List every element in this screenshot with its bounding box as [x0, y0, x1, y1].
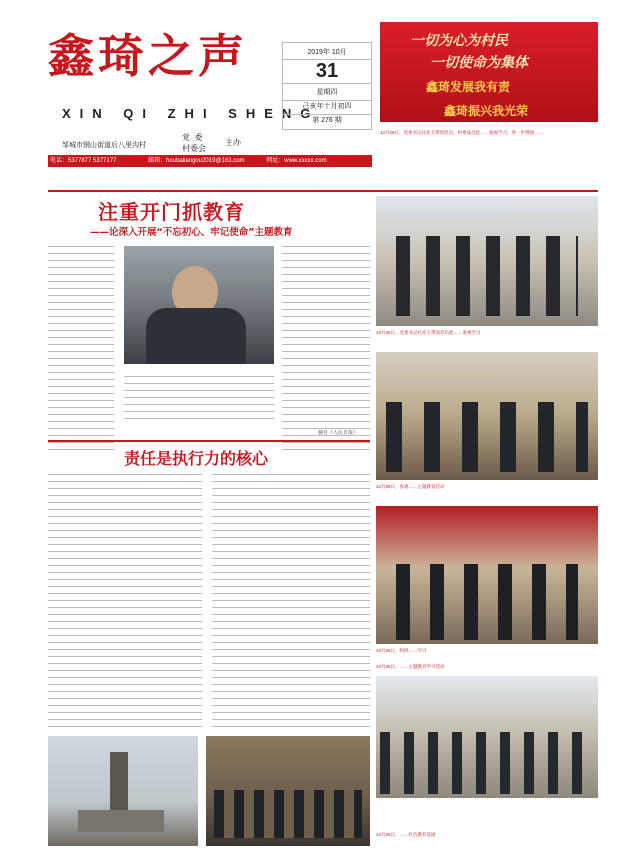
photo-4 — [376, 676, 598, 798]
masthead-party-committee: 党 委 村委会 — [182, 133, 206, 153]
contact-email: 邮箱：houbaliangou2019@163.com — [148, 158, 245, 164]
article1-body-bottom — [124, 372, 274, 422]
caption-3: 10月28日，组织……学习 — [376, 648, 427, 653]
article2-body-col1 — [48, 470, 202, 730]
article1-photo — [124, 246, 274, 364]
masthead-pinyin: XIN QI ZHI SHENG — [62, 106, 320, 121]
bottom-photo-group — [206, 736, 370, 846]
bottom-photo-statue — [48, 736, 198, 846]
article2-title: 责任是执行力的核心 — [124, 449, 269, 468]
photo-1 — [376, 196, 598, 326]
contact-phone: 电话：5377877 5377177 — [50, 158, 117, 164]
date-box — [282, 42, 372, 130]
caption-1: 10月28日，党委书记孔祥玉带领党员赴……参观学习 — [376, 330, 481, 335]
date-weekday: 星期四 — [316, 89, 338, 96]
photo-3 — [376, 506, 598, 644]
photo-2 — [376, 352, 598, 480]
caption-2: 10月28日，参观……主题教育活动 — [376, 484, 445, 489]
date-year-month: 2019年 10月 — [307, 49, 347, 56]
banner-line-3: 鑫琦发展我有责 — [426, 80, 511, 94]
divider — [48, 440, 370, 442]
masthead-host: 主办 — [225, 138, 241, 147]
article1-title: 注重开门抓教育 — [98, 200, 245, 224]
article2-body-col2 — [212, 470, 370, 730]
contact-bar — [48, 155, 372, 167]
caption-5: 10月28日，……红色教育基地 — [376, 832, 436, 837]
banner-line-1: 一切为心为村民 — [410, 33, 508, 49]
masthead-title: 鑫琦之声 — [48, 29, 248, 83]
article1-source: 摘自《人民日报》 — [318, 430, 359, 436]
issue-number: 第 276 期 — [283, 114, 371, 125]
caption-4: 10月25日，……主题教育学习活动 — [376, 664, 445, 669]
date-day: 31 — [283, 59, 371, 84]
article1-body-col2 — [282, 242, 370, 454]
banner-line-4: 鑫琦振兴我光荣 — [444, 104, 529, 118]
slogan-banner — [380, 22, 598, 122]
article1-subtitle: ——论深入开展“不忘初心、牢记使命”主题教育 — [90, 227, 293, 238]
date-lunar: 己亥年十月初四 — [283, 100, 371, 111]
divider — [48, 190, 598, 192]
article1-body-col1 — [48, 242, 114, 454]
top-news: 10月28日，党委书记孔祥玉带领党员、村委成员赴……参观学习，进一步增强…… — [380, 130, 544, 135]
contact-web: 网址：www.xxxxx.com — [266, 158, 327, 164]
banner-line-2: 一切使命为集体 — [430, 55, 528, 71]
masthead-sponsor: 邹城市钢山街道后八里沟村 — [62, 142, 146, 149]
